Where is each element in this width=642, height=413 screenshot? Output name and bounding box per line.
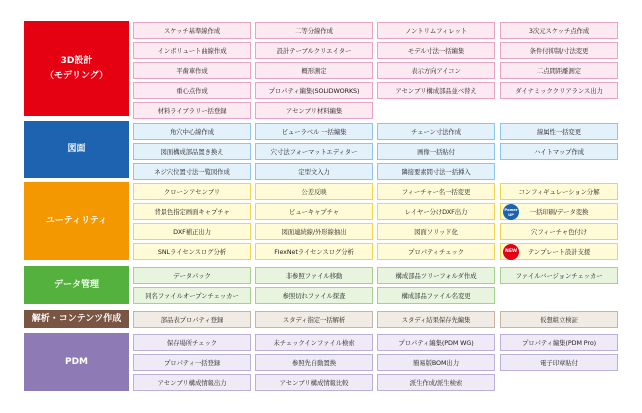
feature-cell: プロパティ編集(SOLIDWORKS) [255, 82, 373, 99]
feature-cell: 参照切れファイル探査 [255, 287, 373, 304]
feature-cell: 平歯車作成 [133, 62, 251, 79]
feature-cell: 非参照ファイル移動 [255, 267, 373, 284]
feature-cell: 二点間距離測定 [500, 62, 618, 79]
feature-cell: 穴寸法フォーマットエディター [255, 143, 373, 160]
feature-cell: 隣接要素間寸法一括挿入 [377, 163, 495, 180]
feature-cell: 線属性一括変更 [500, 123, 618, 140]
feature-cell: プロパティチェック [377, 243, 495, 260]
feature-cell: 角穴中心線作成 [133, 123, 251, 140]
feature-cell: ネジ穴位置寸法一覧図作成 [133, 163, 251, 180]
feature-cell: 構成部品ファイル名変更 [377, 287, 495, 304]
feature-cell: ビューラベル 一括編集 [255, 123, 373, 140]
feature-cell: チェーン寸法作成 [377, 123, 495, 140]
feature-cell: 同名ファイルオープンチェッカー [133, 287, 251, 304]
feature-cell: ノントリムフィレット [377, 22, 495, 39]
feature-cell: コンフィギュレーション分解 [500, 183, 618, 200]
feature-cell: 設計テーブルクリエイター [255, 42, 373, 59]
feature-cell: スタディ結果保存先編集 [377, 311, 495, 328]
feature-cell: アセンブリ構成部品並べ替え [377, 82, 495, 99]
feature-cell: スケッチ基準線作成 [133, 22, 251, 39]
category-data-management [24, 266, 129, 304]
feature-cell: ハイトマップ作成 [500, 143, 618, 160]
feature-cell: 表示方向アイコン [377, 62, 495, 79]
feature-cell: 簡易版BOM出力 [377, 354, 495, 371]
feature-cell: アセンブリ材料編集 [255, 102, 373, 119]
feature-cell: アセンブリ構成情報出力 [133, 374, 251, 391]
feature-cell: プロパティ編集(PDM WG) [377, 334, 495, 351]
feature-cell: モデル寸法一括編集 [377, 42, 495, 59]
category-analysis-content [24, 310, 129, 328]
feature-cell: データパック [133, 267, 251, 284]
category-utility [24, 182, 129, 260]
category-label: 3D設計 （モデリング） [44, 55, 109, 81]
feature-cell: 定型文入力 [255, 163, 373, 180]
feature-cell: 二等分線作成 [255, 22, 373, 39]
category-3d-design [24, 21, 129, 116]
feature-cell: ダイナミッククリアランス出力 [500, 82, 618, 99]
category-label: 図面 [67, 144, 86, 154]
feature-cell: 画像一括貼付 [377, 143, 495, 160]
feature-cell: インボリュート曲線作成 [133, 42, 251, 59]
category-label: PDM [64, 356, 89, 367]
feature-cell: クローンアセンブリ [133, 183, 251, 200]
feature-cell: スタディ指定一括解析 [255, 311, 373, 328]
feature-cell: 公差反映 [255, 183, 373, 200]
feature-cell: レイヤー分けDXF出力 [377, 203, 495, 220]
feature-cell: 図面構成部品置き換え [133, 143, 251, 160]
feature-cell: 電子印章貼付 [500, 354, 618, 371]
feature-cell: テンプレート設計支援 [500, 243, 618, 260]
feature-cell: 材料ライブラリー括登録 [133, 102, 251, 119]
feature-cell: SNLライセンスログ分析 [133, 243, 251, 260]
feature-cell: 構成部品ツリーフォルダ作成 [377, 267, 495, 284]
feature-cell: DXF補正出力 [133, 223, 251, 240]
feature-cell: フィーチャー名一括変更 [377, 183, 495, 200]
feature-cell: 保存場所チェック [133, 334, 251, 351]
power-up-badge: Power UP [503, 204, 519, 220]
feature-cell: 重心点作成 [133, 82, 251, 99]
feature-cell: 穴フィーチャ色付け [500, 223, 618, 240]
category-label: ユーティリティ [45, 215, 108, 226]
feature-cell: 一括印刷/データ変換 [500, 203, 618, 220]
feature-cell: 部品表プロパティ登録 [133, 311, 251, 328]
feature-cell: ファイルバージョンチェッカー [500, 267, 618, 284]
feature-cell: 3次元スケッチ点作成 [500, 22, 618, 39]
category-label: 解析・コンテンツ作成 [31, 313, 122, 324]
feature-cell: 未チェックインファイル検索 [255, 334, 373, 351]
feature-cell: アセンブリ構成情報比較 [255, 374, 373, 391]
feature-cell: プロパティ編集(PDM Pro) [500, 334, 618, 351]
category-drawing [24, 121, 129, 178]
feature-cell: FlexNetライセンスログ分析 [255, 243, 373, 260]
feature-cell: 条件付抑制/寸法変更 [500, 42, 618, 59]
new-badge: NEW [503, 244, 519, 260]
feature-cell: 仮想組立検証 [500, 311, 618, 328]
feature-cell: 背景色指定画面キャプチャ [133, 203, 251, 220]
feature-cell: ビューキャプチャ [255, 203, 373, 220]
feature-cell: 図面ソリッド化 [377, 223, 495, 240]
feature-cell: 参照先自動置換 [255, 354, 373, 371]
feature-cell: プロパティ一括登録 [133, 354, 251, 371]
feature-cell: 概形測定 [255, 62, 373, 79]
category-pdm [24, 333, 129, 391]
feature-cell: 派生作成/派生検索 [377, 374, 495, 391]
feature-cell: 図面連続線/外形線抽出 [255, 223, 373, 240]
category-label: データ管理 [53, 279, 99, 290]
